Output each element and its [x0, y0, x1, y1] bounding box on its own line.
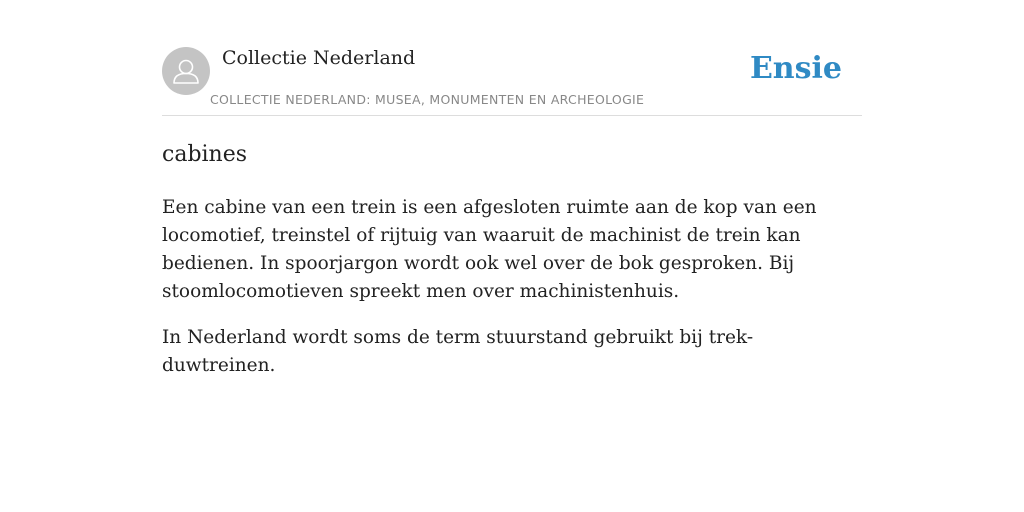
entry-paragraph: In Nederland wordt soms de term stuurstand gebruikt bij trek-duwtreinen. [162, 327, 754, 376]
ensie-logo[interactable]: Ensie [749, 51, 842, 86]
entry-paragraph: Een cabine van een trein is een afgesloten ruimte aan de kop van een locomotief, treinstel of rijtuig van waaruit de machinist de trein kan bedienen. In spoorjargon wordt ook wel over de bok gesproken. Bij stoomlocomotieven spreekt men over machinistenhuis. [162, 197, 817, 302]
entry-card [162, 46, 862, 380]
entry-header [162, 46, 862, 116]
entry-term: cabines [162, 142, 248, 167]
author-avatar[interactable] [162, 47, 210, 95]
author-name[interactable]: Collectie Nederland [222, 47, 416, 69]
source-label[interactable]: COLLECTIE NEDERLAND: MUSEA, MONUMENTEN EN ARCHEOLOGIE [210, 92, 645, 107]
user-silhouette-icon [162, 47, 210, 95]
